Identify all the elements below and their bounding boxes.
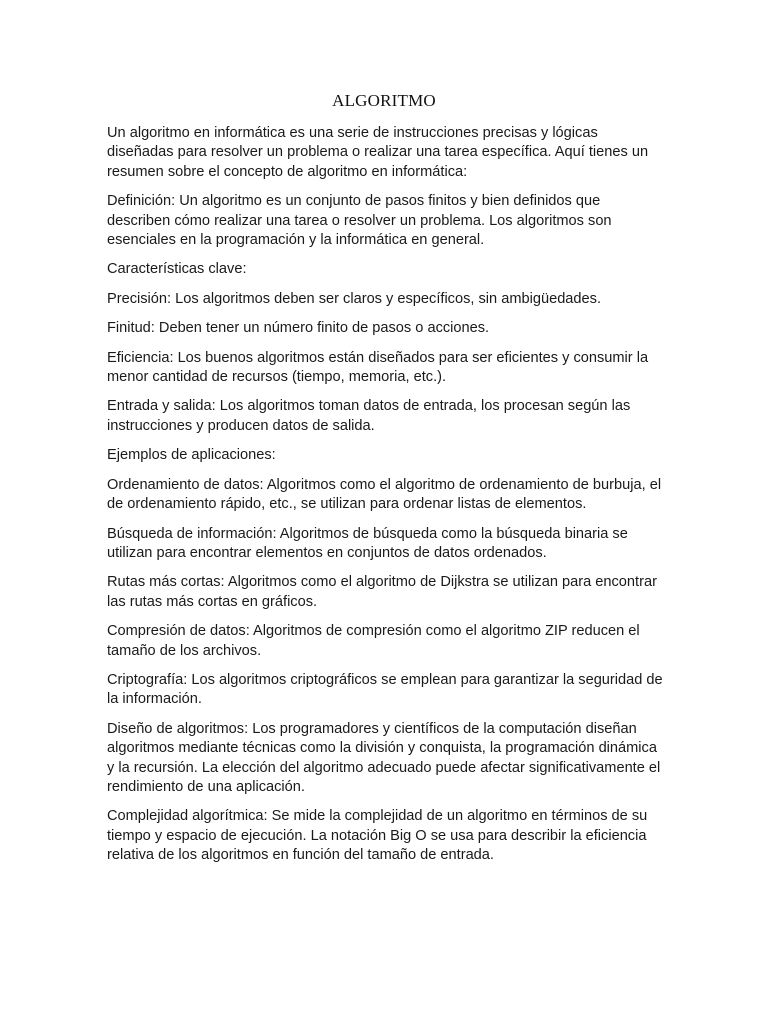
paragraph-busqueda: Búsqueda de información: Algoritmos de búsqueda como la búsqueda binaria se utilizan para encontrar elementos en conjuntos de datos ordenados.: [107, 525, 628, 561]
paragraph-ordenamiento: Ordenamiento de datos: Algoritmos como el algoritmo de ordenamiento de burbuja, el de ordenamiento rápido, etc., se utilizan para ordenar listas de elementos.: [107, 476, 662, 513]
paragraph-criptografia: Criptografía: Los algoritmos criptográficos se emplean para garantizar la seguridad de la información.: [107, 671, 663, 708]
document-title: ALGORITMO: [332, 91, 436, 110]
paragraph-diseno: Diseño de algoritmos: Los programadores y científicos de la computación diseñan algoritmos mediante técnicas como la división y conquista, la programación dinámica y la recursión. La elección del algoritmo adecuado puede afectar significativamente el rendimiento de una aplicación.: [107, 720, 661, 795]
document-body: [107, 124, 667, 876]
paragraph-finitud: Finitud: Deben tener un número finito de pasos o acciones.: [107, 320, 490, 337]
paragraph-entrada-salida: Entrada y salida: Los algoritmos toman datos de entrada, los procesan según las instrucciones y producen datos de salida.: [107, 398, 631, 434]
paragraph-rutas: Rutas más cortas: Algoritmos como el algoritmo de Dijkstra se utilizan para encontrar las rutas más cortas en gráficos.: [107, 574, 657, 610]
paragraph-ejemplos-heading: Ejemplos de aplicaciones:: [107, 447, 276, 464]
paragraph-eficiencia: Eficiencia: Los buenos algoritmos están diseñados para ser eficientes y consumir la menor cantidad de recursos (tiempo, memoria, etc.).: [107, 349, 649, 386]
paragraph-precision: Precisión: Los algoritmos deben ser claros y específicos, sin ambigüedades.: [107, 290, 602, 307]
paragraph-compresion: Compresión de datos: Algoritmos de compresión como el algoritmo ZIP reducen el tamaño de los archivos.: [107, 623, 640, 659]
paragraph-definicion: Definición: Un algoritmo es un conjunto de pasos finitos y bien definidos que describen cómo realizar una tarea o resolver un problema. Los algoritmos son esenciales en la programación y la informática en general.: [107, 193, 612, 249]
paragraph-intro: Un algoritmo en informática es una serie de instrucciones precisas y lógicas diseñadas para resolver un problema o realizar una tarea específica. Aquí tienes un resumen sobre el concepto de algoritmo en informática:: [107, 125, 649, 180]
paragraph-caracteristicas-heading: Características clave:: [107, 261, 247, 278]
paragraph-complejidad: Complejidad algorítmica: Se mide la complejidad de un algoritmo en términos de su tiempo y espacio de ejecución. La notación Big O se usa para describir la eficiencia relativa de los algoritmos en función del tamaño de entrada.: [107, 808, 648, 864]
